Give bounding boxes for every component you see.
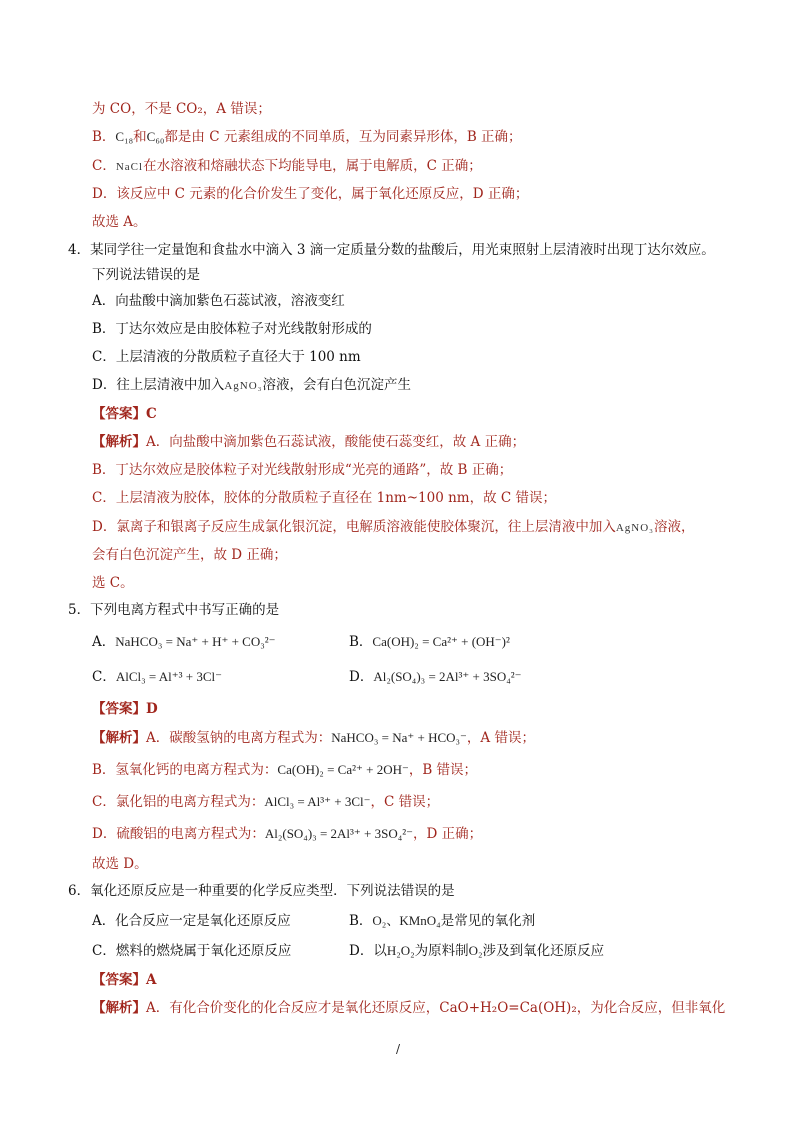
q5-conclusion: 故选 D。 bbox=[92, 856, 148, 872]
q4-conclusion: 选 C。 bbox=[92, 575, 134, 591]
q6-option-b: B．O₂、KMnO₄是常见的氧化剂 bbox=[349, 913, 536, 929]
prev-explanation-line-4: D．该反应中 C 元素的化合价发生了变化，属于氧化还原反应，D 正确； bbox=[92, 186, 529, 202]
q5-option-c: C．AlCl₃ = Al⁺³ + 3Cl⁻ bbox=[92, 669, 223, 685]
q6-explanation-a: 【解析】A．有化合价变化的化合反应才是氧化还原反应，CaO+H₂O=Ca(OH)₂，为化合反应，但非氧化 bbox=[92, 1000, 726, 1016]
q5-explanation-d: D．硫酸铝的电离方程式为：Al₂(SO₄)₃ = 2Al³⁺ + 3SO₄²⁻，D 正确； bbox=[92, 826, 483, 842]
q5-explanation-c: C．氯化铝的电离方程式为：AlCl₃ = Al³⁺ + 3Cl⁻，C 错误； bbox=[92, 794, 440, 810]
prev-explanation-line-2: B．C₁₈和C₆₀都是由 C 元素组成的不同单质，互为同素异形体，B 正确； bbox=[92, 129, 522, 145]
q4-explanation-a: 【解析】A．向盐酸中滴加紫色石蕊试液，酸能使石蕊变红，故 A 正确； bbox=[92, 434, 526, 450]
prev-conclusion: 故选 A。 bbox=[92, 214, 147, 230]
q6-option-c: C．燃料的燃烧属于氧化还原反应 bbox=[92, 943, 292, 959]
q4-explanation-c: C．上层清液为胶体，胶体的分散质粒子直径在 1nm~100 nm，故 C 错误； bbox=[92, 490, 556, 506]
q4-answer: 【答案】C bbox=[92, 406, 157, 422]
q5-option-d: D．Al₂(SO₄)₃ = 2Al³⁺ + 3SO₄²⁻ bbox=[349, 669, 522, 685]
q4-explanation-d-line-2: 会有白色沉淀产生，故 D 正确； bbox=[92, 547, 287, 563]
q6-option-a: A．化合反应一定是氧化还原反应 bbox=[92, 913, 291, 929]
q6-stem: 6．氧化还原反应是一种重要的化学反应类型．下列说法错误的是 bbox=[68, 883, 455, 899]
q6-answer: 【答案】A bbox=[92, 972, 157, 988]
q4-option-b: B．丁达尔效应是由胶体粒子对光线散射形成的 bbox=[92, 321, 372, 337]
q5-explanation-a: 【解析】A．碳酸氢钠的电离方程式为：NaHCO₃ = Na⁺ + HCO₃⁻，A 错误； bbox=[92, 730, 535, 746]
q4-stem-line-1: 4．某同学往一定量饱和食盐水中滴入 3 滴一定质量分数的盐酸后，用光束照射上层清液时出现丁达尔效应。 bbox=[68, 242, 715, 258]
prev-explanation-line-3: C．NaCl在水溶液和熔融状态下均能导电，属于电解质，C 正确； bbox=[92, 158, 482, 174]
q4-explanation-b: B．丁达尔效应是胶体粒子对光线散射形成“光亮的通路”，故 B 正确； bbox=[92, 462, 513, 478]
q5-stem: 5．下列电离方程式中书写正确的是 bbox=[68, 602, 280, 618]
q6-option-d: D．以H₂O₂为原料制O₂涉及到氧化还原反应 bbox=[349, 943, 605, 959]
q5-option-a: A．NaHCO₃ = Na⁺ + H⁺ + CO₃²⁻ bbox=[92, 634, 276, 650]
page-number: / bbox=[396, 1042, 401, 1056]
q5-answer: 【答案】D bbox=[92, 701, 158, 717]
q4-option-a: A．向盐酸中滴加紫色石蕊试液，溶液变红 bbox=[92, 293, 345, 309]
q4-option-c: C．上层清液的分散质粒子直径大于 100 nm bbox=[92, 349, 361, 365]
q5-option-b: B．Ca(OH)₂ = Ca²⁺ + (OH⁻)² bbox=[349, 634, 510, 650]
q5-explanation-b: B．氢氧化钙的电离方程式为：Ca(OH)₂ = Ca²⁺ + 2OH⁻，B 错误； bbox=[92, 762, 478, 778]
q4-option-d: D．往上层清液中加入AgNO₃溶液，会有白色沉淀产生 bbox=[92, 377, 411, 393]
q4-stem-line-2: 下列说法错误的是 bbox=[92, 267, 200, 283]
q4-explanation-d-line-1: D．氯离子和银离子反应生成氯化银沉淀，电解质溶液能使胶体聚沉，往上层清液中加入AgNO₃溶液， bbox=[92, 519, 695, 535]
prev-explanation-line-1: 为 CO，不是 CO₂，A 错误； bbox=[92, 101, 271, 117]
